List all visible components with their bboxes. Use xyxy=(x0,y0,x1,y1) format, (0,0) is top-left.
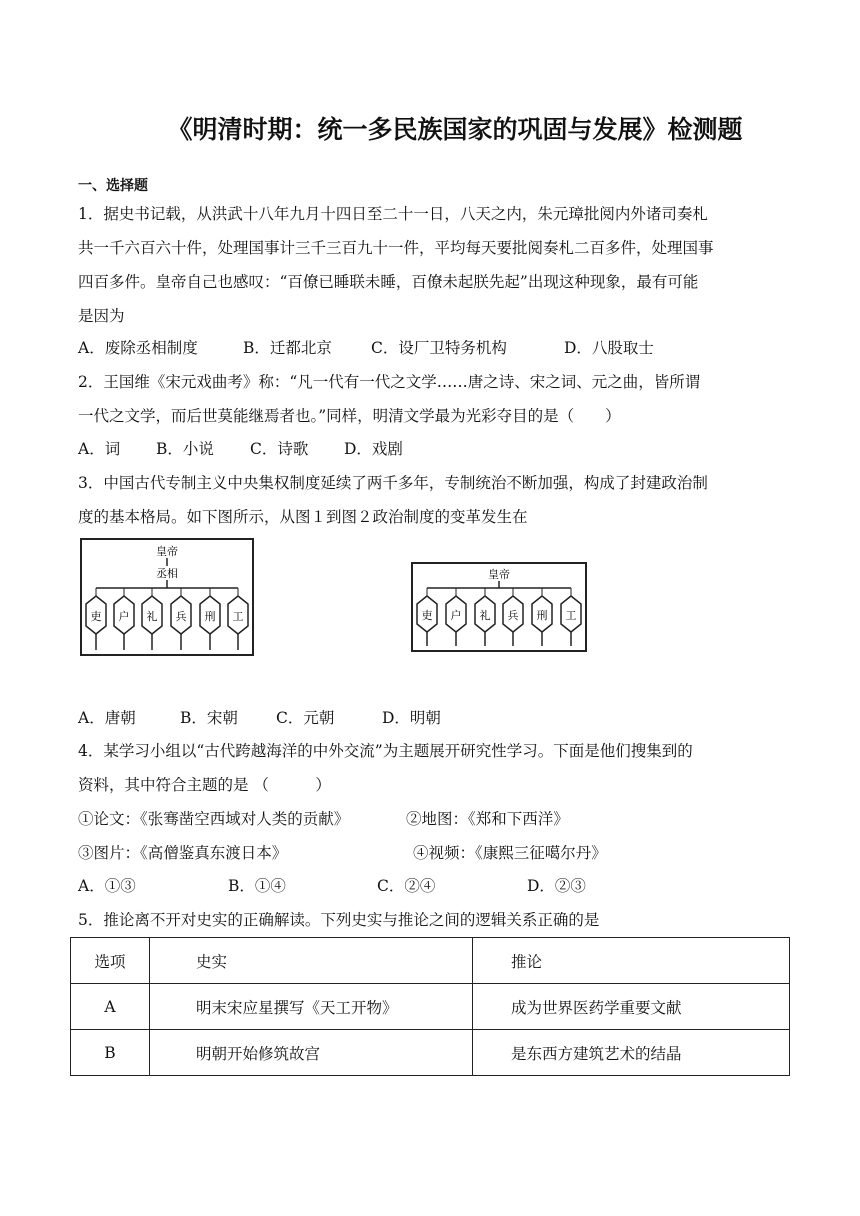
fig2-emperor-label: 皇帝 xyxy=(488,568,510,581)
q3-option-a: A．唐朝 xyxy=(78,709,136,727)
q4-option-d: D．②③ xyxy=(527,877,586,895)
svg-text:兵: 兵 xyxy=(175,610,187,623)
fig2-dept-5 xyxy=(561,588,581,646)
q4-item-4: ④视频：《康熙三征噶尔丹》 xyxy=(413,844,607,862)
table-row xyxy=(71,984,790,1030)
fig1-emperor-label: 皇帝 xyxy=(156,545,178,558)
fig1-dept-1 xyxy=(114,588,134,650)
table-header-fact: 史实 xyxy=(150,938,473,984)
fig1-dept-3 xyxy=(171,588,191,650)
page-title: 《明清时期：统一多民族国家的巩固与发展》检测题 xyxy=(167,115,743,144)
q3-option-d: D．明朝 xyxy=(382,709,441,727)
table-cell-inference: 成为世界医药学重要文献 xyxy=(473,984,790,1030)
fig1-dept-2 xyxy=(142,588,162,650)
q2-option-c: C．诗歌 xyxy=(250,440,309,458)
svg-text:吏: 吏 xyxy=(90,610,102,623)
fig1-chancellor-label: 丞相 xyxy=(156,567,178,580)
table-header-row xyxy=(71,938,790,984)
q2-line-1: 2．王国维《宋元戏曲考》称：“凡一代有一代之文学……唐之诗、宋之词、元之曲，皆所谓 xyxy=(78,373,701,391)
q2-option-b: B．小说 xyxy=(156,440,214,458)
svg-text:工: 工 xyxy=(232,610,244,623)
svg-text:刑: 刑 xyxy=(204,610,216,623)
q4-option-b: B．①④ xyxy=(228,877,286,895)
figure-2-diagram xyxy=(411,562,587,654)
q1-option-b: B．迁都北京 xyxy=(243,339,332,357)
table-row xyxy=(71,1030,790,1076)
fig1-dept-0 xyxy=(86,588,106,650)
figure-1-diagram xyxy=(80,538,254,658)
svg-text:户: 户 xyxy=(118,610,130,623)
q1-line-3: 四百多件。皇帝自己也感叹：“百僚已睡联未睡，百僚未起朕先起”出现这种现象，最有可能 xyxy=(78,273,699,291)
q4-option-a: A．①③ xyxy=(78,877,136,895)
table-cell-option: A xyxy=(71,984,150,1030)
q3-option-c: C．元朝 xyxy=(276,709,335,727)
fig2-dept-3 xyxy=(503,588,523,646)
q3-option-b: B．宋朝 xyxy=(180,709,238,727)
q4-item-3: ③图片：《高僧鉴真东渡日本》 xyxy=(78,844,288,862)
q2-option-d: D．戏剧 xyxy=(344,440,403,458)
svg-text:礼: 礼 xyxy=(479,609,491,622)
fig2-dept-2 xyxy=(475,588,495,646)
table-cell-option: B xyxy=(71,1030,150,1076)
table-cell-fact: 明末宋应星撰写《天工开物》 xyxy=(150,984,473,1030)
q4-item-1: ①论文：《张骞凿空西域对人类的贡献》 xyxy=(78,810,350,828)
table-header-option: 选项 xyxy=(71,938,150,984)
q1-option-d: D．八股取士 xyxy=(564,339,654,357)
table-cell-fact: 明朝开始修筑故宫 xyxy=(150,1030,473,1076)
svg-text:兵: 兵 xyxy=(507,609,519,622)
q3-line-2: 度的基本格局。如下图所示，从图１到图２政治制度的变革发生在 xyxy=(78,508,528,526)
svg-text:工: 工 xyxy=(565,609,577,622)
svg-text:刑: 刑 xyxy=(536,609,548,622)
fig1-dept-4 xyxy=(200,588,220,650)
q1-option-c: C．设厂卫特务机构 xyxy=(371,339,507,357)
q4-item-2: ②地图：《郑和下西洋》 xyxy=(406,810,569,828)
table-cell-inference: 是东西方建筑艺术的结晶 xyxy=(473,1030,790,1076)
svg-text:户: 户 xyxy=(450,609,462,622)
table-header-inference: 推论 xyxy=(473,938,790,984)
fig2-dept-1 xyxy=(446,588,466,646)
fig2-dept-4 xyxy=(532,588,552,646)
q4-option-c: C．②④ xyxy=(377,877,436,895)
q3-line-1: 3．中国古代专制主义中央集权制度延续了两千多年，专制统治不断加强，构成了封建政治制 xyxy=(78,474,708,492)
q1-line-1: 1．据史书记载，从洪武十八年九月十四日至二十一日，八天之内，朱元璋批阅内外诸司奏札 xyxy=(78,205,708,223)
q2-line-2: 一代之文学，而后世莫能继焉者也。”同样，明清文学最为光彩夺目的是（ ） xyxy=(78,407,621,425)
q5-table xyxy=(70,937,790,1076)
q1-line-2: 共一千六百六十件，处理国事计三千三百九十一件，平均每天要批阅奏札二百多件，处理国事 xyxy=(78,239,714,257)
q5-line-1: 5．推论离不开对史实的正确解读。下列史实与推论之间的逻辑关系正确的是 xyxy=(78,911,600,929)
q1-option-a: A．废除丞相制度 xyxy=(78,339,198,357)
svg-text:吏: 吏 xyxy=(421,609,433,622)
fig1-dept-5 xyxy=(228,588,248,650)
q2-option-a: A．词 xyxy=(78,440,121,458)
q1-line-4: 是因为 xyxy=(78,307,125,325)
section-heading: 一、选择题 xyxy=(78,178,148,194)
q4-line-2: 资料，其中符合主题的是 （ ） xyxy=(78,776,331,794)
q4-line-1: 4．某学习小组以“古代跨越海洋的中外交流”为主题展开研究性学习。下面是他们搜集到的 xyxy=(78,742,693,760)
fig2-dept-0 xyxy=(417,588,437,646)
svg-text:礼: 礼 xyxy=(146,610,158,623)
